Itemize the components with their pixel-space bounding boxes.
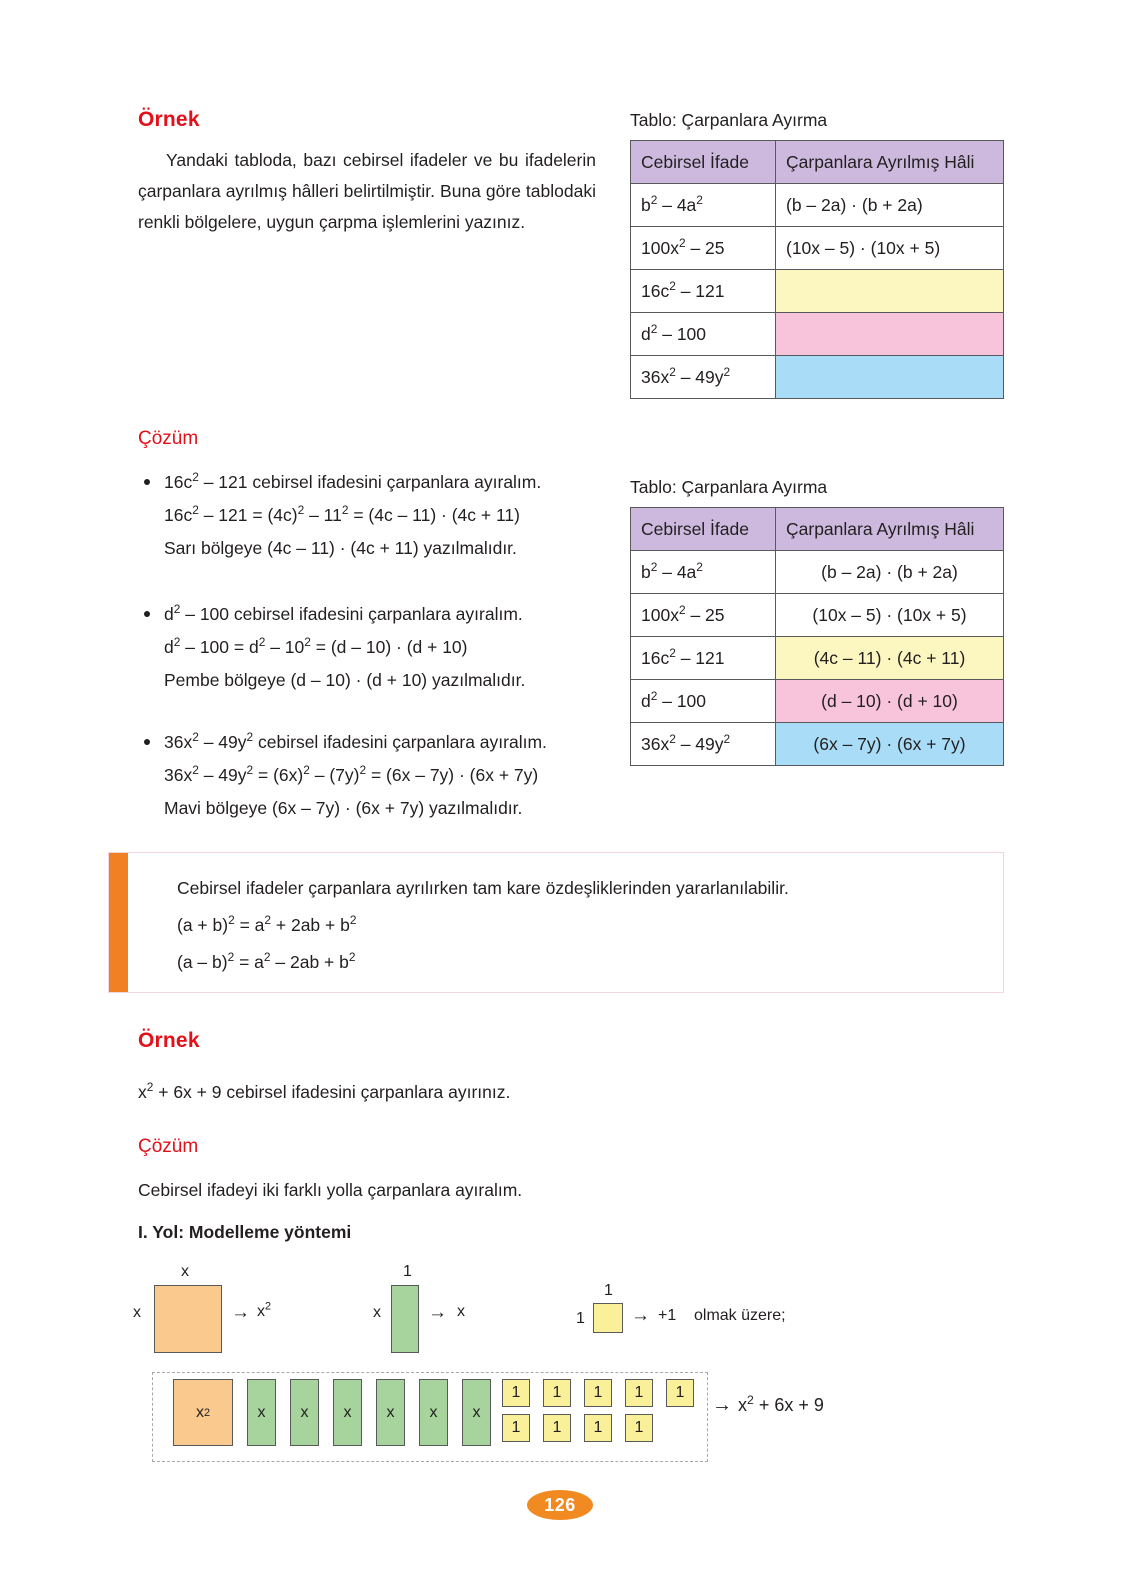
bullet-conclusion: Sarı bölgeye (4c – 11) · (4c + 11) yazılmalıdır. [164, 538, 517, 558]
solution-bullet-3 [140, 726, 610, 825]
example-1-title: Örnek [138, 108, 200, 131]
table-2-expr-4: $36x^2 - 49y^2$ [631, 723, 776, 766]
bullet-dot-icon [144, 611, 150, 617]
table-row [631, 227, 1004, 270]
table-2-factored-blue: (6x – 7y) · (6x + 7y) [776, 723, 1004, 766]
callout-text: Cebirsel ifadeler çarpanlara ayrılırken tam kare özdeşliklerinden yararlanılabilir. [177, 878, 789, 898]
table-1-header-factored: Çarpanlara Ayrılmış Hâli [776, 141, 1004, 184]
table-2-expr-0: $b^2 - 4a^2$ [631, 551, 776, 594]
info-callout-box [108, 852, 1004, 993]
example-2-title: Örnek [138, 1029, 200, 1052]
solution-2-intro: Cebirsel ifadeyi iki farklı yolla çarpanlara ayıralım. [138, 1180, 523, 1200]
solution-bullet-1 [140, 466, 610, 565]
table-2-header-factored: Çarpanlara Ayrılmış Hâli [776, 508, 1004, 551]
table-2-caption: Tablo: Çarpanlara Ayırma [630, 477, 828, 497]
legend-2-arrow-icon: → [428, 1302, 447, 1323]
table-1-factored-1: (10x – 5) · (10x + 5) [776, 227, 1004, 270]
callout-content [177, 870, 789, 981]
example-2-question: $x^2 + 6x + 9$ cebirsel ifadesini çarpanlara ayırınız. [138, 1080, 511, 1102]
model-unit-tile: 1 [543, 1379, 571, 1407]
model-unit-tile: 1 [584, 1379, 612, 1407]
model-x-tile: x [247, 1379, 276, 1446]
legend-2-top-label: 1 [403, 1263, 412, 1280]
table-1-expr-3: $d^2 - 100$ [631, 313, 776, 356]
legend-2-result: x [457, 1303, 465, 1320]
table-2-expr-3: $d^2 - 100$ [631, 680, 776, 723]
table-1-caption: Tablo: Çarpanlara Ayırma [630, 110, 828, 130]
model-unit-tile: 1 [502, 1414, 530, 1442]
solution-1-title: Çözüm [138, 428, 199, 449]
callout-accent-bar [109, 853, 128, 992]
bullet-conclusion: Mavi bölgeye (6x – 7y) · (6x + 7y) yazılmalıdır. [164, 798, 523, 818]
legend-2-left-label: x [373, 1304, 381, 1321]
legend-x-tile [391, 1285, 419, 1353]
legend-x-squared-tile [154, 1285, 222, 1353]
table-2-expr-2: $16c^2 - 121$ [631, 637, 776, 680]
table-2-expr-1: $100x^2 - 25$ [631, 594, 776, 637]
table-1-expr-2: $16c^2 - 121$ [631, 270, 776, 313]
model-unit-tile: 1 [584, 1414, 612, 1442]
table-1-blank-yellow[interactable] [776, 270, 1004, 313]
legend-1-result: $x^2$ [257, 1300, 272, 1320]
table-1-expr-0: $b^2 - 4a^2$ [631, 184, 776, 227]
table-1-blank-pink[interactable] [776, 313, 1004, 356]
model-x-tile: x [419, 1379, 448, 1446]
model-x-tile: x [462, 1379, 491, 1446]
factoring-table-1 [630, 140, 1004, 399]
bullet-conclusion: Pembe bölgeye (d – 10) · (d + 10) yazılmalıdır. [164, 670, 526, 690]
model-unit-tile: 1 [625, 1379, 653, 1407]
bullet-lead [140, 726, 610, 759]
table-row [631, 356, 1004, 399]
model-unit-tile: 1 [543, 1414, 571, 1442]
table-header-row [631, 141, 1004, 184]
bullet-lead-text: $36x^2 - 49y^2$ cebirsel ifadesini çarpanlara ayıralım. [164, 730, 547, 752]
bullet-lead [140, 466, 610, 499]
table-2-factored-yellow: (4c – 11) · (4c + 11) [776, 637, 1004, 680]
legend-3-result: +1 [658, 1307, 677, 1324]
table-row [631, 551, 1004, 594]
model-arrow-icon: → [712, 1394, 732, 1416]
bullet-work: $d^2 - 100 = d^2 - 10^2 = (d - 10) \cdot (d + 10)$ [164, 635, 468, 657]
factoring-table-2 [630, 507, 1004, 766]
table-2-header-expression: Cebirsel İfade [631, 508, 776, 551]
table-row [631, 313, 1004, 356]
table-header-row [631, 508, 1004, 551]
table-1-blank-blue[interactable] [776, 356, 1004, 399]
table-row [631, 594, 1004, 637]
table-row [631, 680, 1004, 723]
table-2-factored-0: (b – 2a) · (b + 2a) [776, 551, 1004, 594]
model-x-squared-tile: x 2 [173, 1379, 233, 1446]
table-row [631, 723, 1004, 766]
legend-unit-tile [593, 1303, 623, 1333]
table-row [631, 270, 1004, 313]
solution-bullet-2 [140, 598, 610, 697]
legend-3-top-label: 1 [604, 1282, 613, 1299]
identity-2: $(a - b)^2 = a^2 - 2ab + b^2$ [177, 950, 356, 972]
table-2-factored-pink: (d – 10) · (d + 10) [776, 680, 1004, 723]
legend-1-left-label: x [133, 1304, 141, 1321]
identity-1: $(a + b)^2 = a^2 + 2ab + b^2$ [177, 913, 357, 935]
model-unit-tile: 1 [502, 1379, 530, 1407]
model-x-tile: x [376, 1379, 405, 1446]
page-number-badge: 126 [527, 1490, 593, 1520]
legend-3-left-label: 1 [576, 1310, 585, 1327]
table-row [631, 637, 1004, 680]
table-1-expr-1: $100x^2 - 25$ [631, 227, 776, 270]
bullet-work: $16c^2 - 121 = (4c)^2 - 11^2 = (4c - 11) \cdot (4c + 11)$ [164, 503, 520, 525]
model-result: $x^2 + 6x + 9$ [738, 1393, 824, 1415]
example-1-paragraph: Yandaki tabloda, bazı cebirsel ifadeler ve bu ifadelerin çarpanlara ayrılmış hâlleri belirtilmiştir. Buna göre tablodaki renkli bölgelere, uygun çarpma işlemlerini yazınız. [138, 150, 596, 232]
table-1-expr-4: $36x^2 - 49y^2$ [631, 356, 776, 399]
table-1-factored-0: (b – 2a) · (b + 2a) [776, 184, 1004, 227]
model-unit-tile: 1 [625, 1414, 653, 1442]
legend-1-top-label: x [181, 1263, 189, 1280]
legend-trailing-text: olmak üzere; [694, 1307, 786, 1324]
bullet-lead-text: $d^2 - 100$ cebirsel ifadesini çarpanlara ayıralım. [164, 602, 523, 624]
legend-3-arrow-icon: → [631, 1305, 650, 1326]
model-unit-tile: 1 [666, 1379, 694, 1407]
bullet-lead-text: $16c^2 - 121$ cebirsel ifadesini çarpanlara ayıralım. [164, 470, 542, 492]
legend-1-arrow-icon: → [231, 1302, 250, 1323]
bullet-dot-icon [144, 479, 150, 485]
model-x-tile: x [290, 1379, 319, 1446]
model-x-tile: x [333, 1379, 362, 1446]
bullet-work: $36x^2 - 49y^2 = (6x)^2 - (7y)^2 = (6x - 7y) \cdot (6x + 7y)$ [164, 763, 539, 785]
solution-2-title: Çözüm [138, 1136, 199, 1157]
bullet-dot-icon [144, 739, 150, 745]
table-row [631, 184, 1004, 227]
table-1-header-expression: Cebirsel İfade [631, 141, 776, 184]
bullet-lead [140, 598, 610, 631]
method-1-title: I. Yol: Modelleme yöntemi [138, 1222, 352, 1242]
table-2-factored-1: (10x – 5) · (10x + 5) [776, 594, 1004, 637]
